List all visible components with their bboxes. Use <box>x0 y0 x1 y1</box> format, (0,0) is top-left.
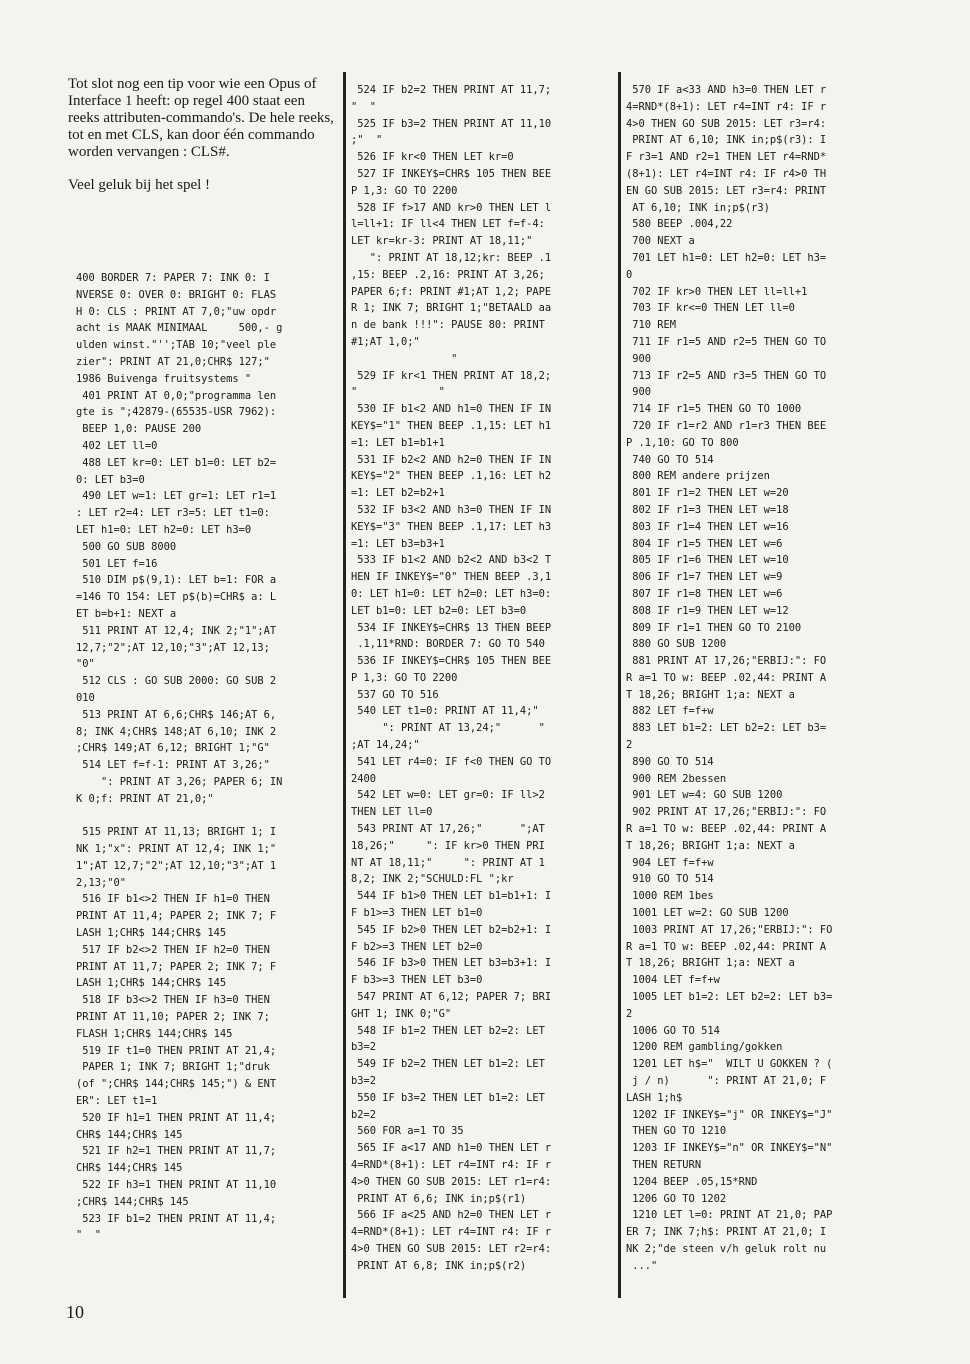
code-line: FLASH 1;CHR$ 144;CHR$ 145 <box>76 1027 233 1040</box>
code-line: F b1>=3 THEN LET b1=0 <box>351 907 483 920</box>
code-line: ": PRINT AT 18,12;kr: BEEP .1 <box>351 251 552 264</box>
code-line: K 0;f: PRINT AT 21,0;" <box>76 792 214 805</box>
code-line: 702 IF kr>0 THEN LET ll=ll+1 <box>626 285 808 298</box>
column-divider-left <box>343 72 346 1298</box>
code-line: 580 BEEP .004,22 <box>626 218 733 231</box>
code-line: 4>0 THEN GO SUB 2015: LET r1=r4: <box>351 1175 552 1188</box>
code-line: F b3>=3 THEN LET b3=0 <box>351 974 483 987</box>
code-line: 542 LET w=0: LET gr=0: IF ll>2 <box>351 789 545 802</box>
code-line: 537 GO TO 516 <box>351 688 439 701</box>
code-line: =1: LET b3=b3+1 <box>351 537 445 550</box>
code-line: 510 DIM p$(9,1): LET b=1: FOR a <box>76 574 277 587</box>
code-line: 4=RND*(8+1): LET r4=INT r4: IF r <box>351 1226 552 1239</box>
code-line: 547 PRINT AT 6,12; PAPER 7; BRI <box>351 991 552 1004</box>
code-line: KEY$="3" THEN BEEP .1,17: LET h3 <box>351 520 552 533</box>
code-line: 570 IF a<33 AND h3=0 THEN LET r <box>626 84 827 96</box>
code-line: =1: LET b2=b2+1 <box>351 487 445 500</box>
code-line: P .1,10: GO TO 800 <box>626 436 739 449</box>
code-line: LET kr=kr-3: PRINT AT 18,11;" <box>351 235 533 248</box>
code-line: 1204 BEEP .05,15*RND <box>626 1175 758 1188</box>
code-line: F b2>=3 THEN LET b2=0 <box>351 940 483 953</box>
code-line: LASH 1;CHR$ 144;CHR$ 145 <box>76 977 227 990</box>
code-line: 534 IF INKEY$=CHR$ 13 THEN BEEP <box>351 621 552 634</box>
code-line: 523 IF b1=2 THEN PRINT AT 11,4; <box>76 1212 277 1225</box>
code-line: CHR$ 144;CHR$ 145 <box>76 1128 183 1141</box>
code-line: PRINT AT 11,4; PAPER 2; INK 7; F <box>76 910 277 923</box>
code-line: ulden winst."'';TAB 10;"veel ple <box>76 339 277 352</box>
code-line: 904 LET f=f+w <box>626 856 714 869</box>
code-line: THEN RETURN <box>626 1159 702 1171</box>
code-line: 1203 IF INKEY$="n" OR INKEY$="N" <box>626 1142 833 1155</box>
code-line: 525 IF b3=2 THEN PRINT AT 11,10 <box>351 117 552 130</box>
code-line: ..." <box>626 1259 658 1272</box>
code-line: " " <box>76 1229 102 1242</box>
code-line: 513 PRINT AT 6,6;CHR$ 146;AT 6, <box>76 708 277 721</box>
code-line: LET b1=0: LET b2=0: LET b3=0 <box>351 604 527 617</box>
code-line: 2 <box>626 1007 633 1020</box>
code-line <box>76 808 282 825</box>
code-line: " <box>351 352 458 365</box>
code-line: 400 BORDER 7: PAPER 7: INK 0: I <box>76 272 270 284</box>
code-line: #1;AT 1,0;" <box>351 335 420 348</box>
code-line: 515 PRINT AT 11,13; BRIGHT 1; I <box>76 826 277 839</box>
code-line: 8; INK 4;CHR$ 148;AT 6,10; INK 2 <box>76 725 277 738</box>
code-line: j / n) ": PRINT AT 21,0; F <box>626 1075 827 1088</box>
code-line: 714 IF r1=5 THEN GO TO 1000 <box>626 403 802 416</box>
code-line: 529 IF kr<1 THEN PRINT AT 18,2; <box>351 369 552 382</box>
code-line: 1005 LET b1=2: LET b2=2: LET b3= <box>626 991 833 1004</box>
code-line: KEY$="2" THEN BEEP .1,16: LET h2 <box>351 470 552 483</box>
code-line: 902 PRINT AT 17,26;"ERBIJ:": FO <box>626 806 827 819</box>
code-line: T 18,26; BRIGHT 1;a: NEXT a <box>626 957 795 970</box>
code-line: R a=1 TO w: BEEP .02,44: PRINT A <box>626 671 827 684</box>
code-line: 8,2; INK 2;"SCHULD:FL ";kr <box>351 873 514 886</box>
code-line: 910 GO TO 514 <box>626 873 714 886</box>
code-line: 549 IF b2=2 THEN LET b1=2: LET <box>351 1058 545 1071</box>
code-line: 518 IF b3<>2 THEN IF h3=0 THEN <box>76 994 270 1007</box>
code-line: 801 IF r1=2 THEN LET w=20 <box>626 487 789 500</box>
code-line: b3=2 <box>351 1041 377 1054</box>
code-line: 803 IF r1=4 THEN LET w=16 <box>626 520 789 533</box>
code-line: 521 IF h2=1 THEN PRINT AT 11,7; <box>76 1145 277 1158</box>
code-line: 1000 REM 1bes <box>626 890 714 903</box>
code-line: 0: LET b3=0 <box>76 473 145 486</box>
code-line: 4=RND*(8+1): LET r4=INT r4: IF r <box>351 1159 552 1171</box>
code-line: P 1,3: GO TO 2200 <box>351 671 458 684</box>
code-line: " " <box>351 386 445 399</box>
code-line: AT 6,10; INK in;p$(r3) <box>626 201 770 214</box>
code-line: (of ";CHR$ 144;CHR$ 145;") & ENT <box>76 1078 277 1091</box>
code-line: 531 IF b2<2 AND h2=0 THEN IF IN <box>351 453 552 466</box>
code-line: 1200 REM gambling/gokken <box>626 1041 783 1054</box>
code-line: HEN IF INKEY$="0" THEN BEEP .3,1 <box>351 571 552 584</box>
code-line: (8+1): LET r4=INT r4: IF r4>0 TH <box>626 167 827 180</box>
code-line: 501 LET f=16 <box>76 557 158 570</box>
code-line: =146 TO 154: LET p$(b)=CHR$ a: L <box>76 591 277 604</box>
code-column-3 <box>626 82 832 1275</box>
code-line: b3=2 <box>351 1075 377 1088</box>
code-line: 890 GO TO 514 <box>626 755 714 768</box>
code-line: 500 GO SUB 8000 <box>76 540 177 553</box>
code-line: P 1,3: GO TO 2200 <box>351 184 458 197</box>
code-line: .1,11*RND: BORDER 7: GO TO 540 <box>351 638 545 651</box>
code-line: 532 IF b3<2 AND h3=0 THEN IF IN <box>351 503 552 516</box>
code-line: KEY$="1" THEN BEEP .1,15: LET h1 <box>351 419 552 432</box>
code-line: acht is MAAK MINIMAAL 500,- g <box>76 322 283 335</box>
code-line: H 0: CLS : PRINT AT 7,0;"uw opdr <box>76 305 277 318</box>
code-line: 1986 Buivenga fruitsystems " <box>76 372 252 385</box>
code-line: 540 LET t1=0: PRINT AT 11,4;" <box>351 705 539 718</box>
code-line: 544 IF b1>0 THEN LET b1=b1+1: I <box>351 890 552 903</box>
code-line: 1003 PRINT AT 17,26;"ERBIJ:": FO <box>626 923 833 936</box>
code-line: NVERSE 0: OVER 0: BRIGHT 0: FLAS <box>76 288 277 301</box>
intro-text <box>68 76 338 210</box>
code-line: 0: LET h1=0: LET h2=0: LET h3=0: <box>351 587 552 600</box>
code-line: 710 REM <box>626 319 677 332</box>
code-line: 901 LET w=4: GO SUB 1200 <box>626 789 783 802</box>
code-line: THEN LET ll=0 <box>351 806 433 819</box>
code-line: R a=1 TO w: BEEP .02,44: PRINT A <box>626 823 827 836</box>
code-line: PRINT AT 6,6; INK in;p$(r1) <box>351 1192 527 1205</box>
code-line: 528 IF f>17 AND kr>0 THEN LET l <box>351 201 552 214</box>
code-line: 711 IF r1=5 AND r2=5 THEN GO TO <box>626 335 827 348</box>
code-line: 1001 LET w=2: GO SUB 1200 <box>626 907 789 920</box>
code-line: 1210 LET l=0: PRINT AT 21,0; PAP <box>626 1209 833 1222</box>
code-line: 720 IF r1=r2 AND r1=r3 THEN BEE <box>626 419 827 432</box>
code-line: 533 IF b1<2 AND b2<2 AND b3<2 T <box>351 554 552 567</box>
code-line: 522 IF h3=1 THEN PRINT AT 11,10 <box>76 1179 277 1192</box>
code-line: 1004 LET f=f+w <box>626 974 720 987</box>
code-line: 565 IF a<17 AND h1=0 THEN LET r <box>351 1142 552 1155</box>
code-line: 900 REM 2bessen <box>626 772 727 785</box>
code-line: ;CHR$ 149;AT 6,12; BRIGHT 1;"G" <box>76 742 270 755</box>
code-line: PRINT AT 11,7; PAPER 2; INK 7; F <box>76 960 277 973</box>
code-line: NK 2;"de steen v/h geluk rolt nu <box>626 1242 827 1255</box>
code-line: EN GO SUB 2015: LET r3=r4: PRINT <box>626 184 827 197</box>
code-line: 548 IF b1=2 THEN LET b2=2: LET <box>351 1024 545 1037</box>
code-line: 514 LET f=f-1: PRINT AT 3,26;" <box>76 759 270 772</box>
code-line: =1: LET b1=b1+1 <box>351 436 445 449</box>
code-line: 543 PRINT AT 17,26;" ";AT <box>351 823 545 836</box>
code-line: R a=1 TO w: BEEP .02,44: PRINT A <box>626 940 827 953</box>
code-line: zier": PRINT AT 21,0;CHR$ 127;" <box>76 355 270 368</box>
code-line: ;" " <box>351 134 383 147</box>
column-divider-right <box>618 72 621 1298</box>
code-line: 805 IF r1=6 THEN LET w=10 <box>626 554 789 567</box>
code-line: 808 IF r1=9 THEN LET w=12 <box>626 604 789 617</box>
intro-paragraph-good-luck: Veel geluk bij het spel ! <box>68 177 211 193</box>
code-line: 490 LET w=1: LET gr=1: LET r1=1 <box>76 490 277 503</box>
code-line: 402 LET ll=0 <box>76 439 158 452</box>
code-line: 802 IF r1=3 THEN LET w=18 <box>626 503 789 516</box>
code-line: 4=RND*(8+1): LET r4=INT r4: IF r <box>626 100 827 113</box>
code-line: 1202 IF INKEY$="j" OR INKEY$="J" <box>626 1108 833 1121</box>
code-column-1 <box>76 270 282 1244</box>
code-line: THEN GO TO 1210 <box>626 1125 727 1138</box>
code-line: 883 LET b1=2: LET b2=2: LET b3= <box>626 722 827 735</box>
code-line: F r3=1 AND r2=1 THEN LET r4=RND* <box>626 151 827 164</box>
code-line: 807 IF r1=8 THEN LET w=6 <box>626 587 783 600</box>
code-line: " " <box>351 100 377 113</box>
code-line: 4>0 THEN GO SUB 2015: LET r2=r4: <box>351 1242 552 1255</box>
code-line: 1201 LET h$=" WILT U GOKKEN ? ( <box>626 1058 833 1071</box>
code-line: T 18,26; BRIGHT 1;a: NEXT a <box>626 839 795 852</box>
code-line: b2=2 <box>351 1108 377 1121</box>
code-line: R 1; INK 7; BRIGHT 1;"BETAALD aa <box>351 302 552 315</box>
code-line: 517 IF b2<>2 THEN IF h2=0 THEN <box>76 943 270 956</box>
code-line: 900 <box>626 352 652 365</box>
code-line: 566 IF a<25 AND h2=0 THEN LET r <box>351 1209 552 1222</box>
intro-paragraph-tip: Tot slot nog een tip voor wie een Opus of Interface 1 heeft: op regel 400 staat een reeks attributen-commando's. De hele reeks, tot en met CLS, kan door één commando worden vervangen : CLS#. <box>68 76 334 160</box>
page-number: 10 <box>66 1302 84 1322</box>
code-line: n de bank !!!": PAUSE 80: PRINT <box>351 319 545 332</box>
code-line: PAPER 1; INK 7; BRIGHT 1;"druk <box>76 1061 270 1074</box>
code-line: 809 IF r1=1 THEN GO TO 2100 <box>626 621 802 634</box>
code-line: 1";AT 12,7;"2";AT 12,10;"3";AT 1 <box>76 859 277 872</box>
code-line: 550 IF b3=2 THEN LET b1=2: LET <box>351 1091 545 1104</box>
code-line: 713 IF r2=5 AND r3=5 THEN GO TO <box>626 369 827 382</box>
code-line: "0" <box>76 658 95 671</box>
code-line: 881 PRINT AT 17,26;"ERBIJ:": FO <box>626 655 827 668</box>
code-line: 526 IF kr<0 THEN LET kr=0 <box>351 151 514 164</box>
code-line: PRINT AT 6,8; INK in;p$(r2) <box>351 1259 527 1272</box>
code-line: 882 LET f=f+w <box>626 705 714 718</box>
code-line: 516 IF b1<>2 THEN IF h1=0 THEN <box>76 893 270 906</box>
code-line: 4>0 THEN GO SUB 2015: LET r3=r4: <box>626 117 827 130</box>
code-line: 700 NEXT a <box>626 235 695 248</box>
code-line: ,15: BEEP .2,16: PRINT AT 3,26; <box>351 268 545 281</box>
code-line: PRINT AT 11,10; PAPER 2; INK 7; <box>76 1011 270 1024</box>
code-line: ": PRINT AT 13,24;" " <box>351 722 545 735</box>
code-line: 800 REM andere prijzen <box>626 470 770 483</box>
code-line: LASH 1;CHR$ 144;CHR$ 145 <box>76 927 227 940</box>
code-line: BEEP 1,0: PAUSE 200 <box>76 423 202 436</box>
code-line: l=ll+1: IF ll<4 THEN LET f=f-4: <box>351 218 545 231</box>
code-line: 512 CLS : GO SUB 2000: GO SUB 2 <box>76 675 277 688</box>
code-line: ;CHR$ 144;CHR$ 145 <box>76 1195 189 1208</box>
code-line: 1206 GO TO 1202 <box>626 1192 727 1205</box>
code-line: 2,13;"0" <box>76 876 127 889</box>
code-line: PAPER 6;f: PRINT #1;AT 1,2; PAPE <box>351 285 552 298</box>
code-line: 18,26;" ": IF kr>0 THEN PRI <box>351 839 545 852</box>
code-line: ": PRINT AT 3,26; PAPER 6; IN <box>76 775 283 788</box>
code-line: LASH 1;h$ <box>626 1091 683 1104</box>
code-line: LET h1=0: LET h2=0: LET h3=0 <box>76 523 252 536</box>
code-line: 524 IF b2=2 THEN PRINT AT 11,7; <box>351 84 552 96</box>
code-line: 1006 GO TO 514 <box>626 1024 720 1037</box>
code-line: NT AT 18,11;" ": PRINT AT 1 <box>351 856 545 869</box>
code-line: 527 IF INKEY$=CHR$ 105 THEN BEE <box>351 167 552 180</box>
code-line: 536 IF INKEY$=CHR$ 105 THEN BEE <box>351 655 552 668</box>
code-line: 740 GO TO 514 <box>626 453 714 466</box>
code-line: 546 IF b3>0 THEN LET b3=b3+1: I <box>351 957 552 970</box>
code-line: 488 LET kr=0: LET b1=0: LET b2= <box>76 456 277 469</box>
code-line: 560 FOR a=1 TO 35 <box>351 1125 464 1138</box>
code-line: 703 IF kr<=0 THEN LET ll=0 <box>626 302 795 315</box>
code-line: 804 IF r1=5 THEN LET w=6 <box>626 537 783 550</box>
code-line: gte is ";42879-(65535-USR 7962): <box>76 406 277 419</box>
code-line: 520 IF h1=1 THEN PRINT AT 11,4; <box>76 1111 277 1124</box>
code-line: 0 <box>626 268 633 281</box>
code-line: ;AT 14,24;" <box>351 739 420 752</box>
code-line: 880 GO SUB 1200 <box>626 638 727 651</box>
code-line: T 18,26; BRIGHT 1;a: NEXT a <box>626 688 795 701</box>
code-line: CHR$ 144;CHR$ 145 <box>76 1162 183 1175</box>
code-line: 545 IF b2>0 THEN LET b2=b2+1: I <box>351 923 552 936</box>
code-line: ER": LET t1=1 <box>76 1095 158 1108</box>
code-line: 530 IF b1<2 AND h1=0 THEN IF IN <box>351 403 552 416</box>
code-line: 541 LET r4=0: IF f<0 THEN GO TO <box>351 755 552 768</box>
code-column-2 <box>351 82 551 1275</box>
code-line: ET b=b+1: NEXT a <box>76 607 177 620</box>
code-line: 401 PRINT AT 0,0;"programma len <box>76 389 277 402</box>
code-line: 701 LET h1=0: LET h2=0: LET h3= <box>626 251 827 264</box>
code-line: ER 7; INK 7;h$: PRINT AT 21,0; I <box>626 1226 827 1239</box>
code-line: 806 IF r1=7 THEN LET w=9 <box>626 571 783 584</box>
code-line: NK 1;"x": PRINT AT 12,4; INK 1;" <box>76 843 277 856</box>
code-line: GHT 1; INK 0;"G" <box>351 1007 452 1020</box>
code-line: 2400 <box>351 772 377 785</box>
code-line: : LET r2=4: LET r3=5: LET t1=0: <box>76 507 270 520</box>
code-line: PRINT AT 6,10; INK in;p$(r3): I <box>626 134 827 147</box>
code-line: 010 <box>76 691 95 704</box>
code-line: 2 <box>626 739 633 752</box>
code-line: 12,7;"2";AT 12,10;"3";AT 12,13; <box>76 641 270 654</box>
code-line: 900 <box>626 386 652 399</box>
code-line: 511 PRINT AT 12,4; INK 2;"1";AT <box>76 624 277 637</box>
code-line: 519 IF t1=0 THEN PRINT AT 21,4; <box>76 1044 277 1057</box>
